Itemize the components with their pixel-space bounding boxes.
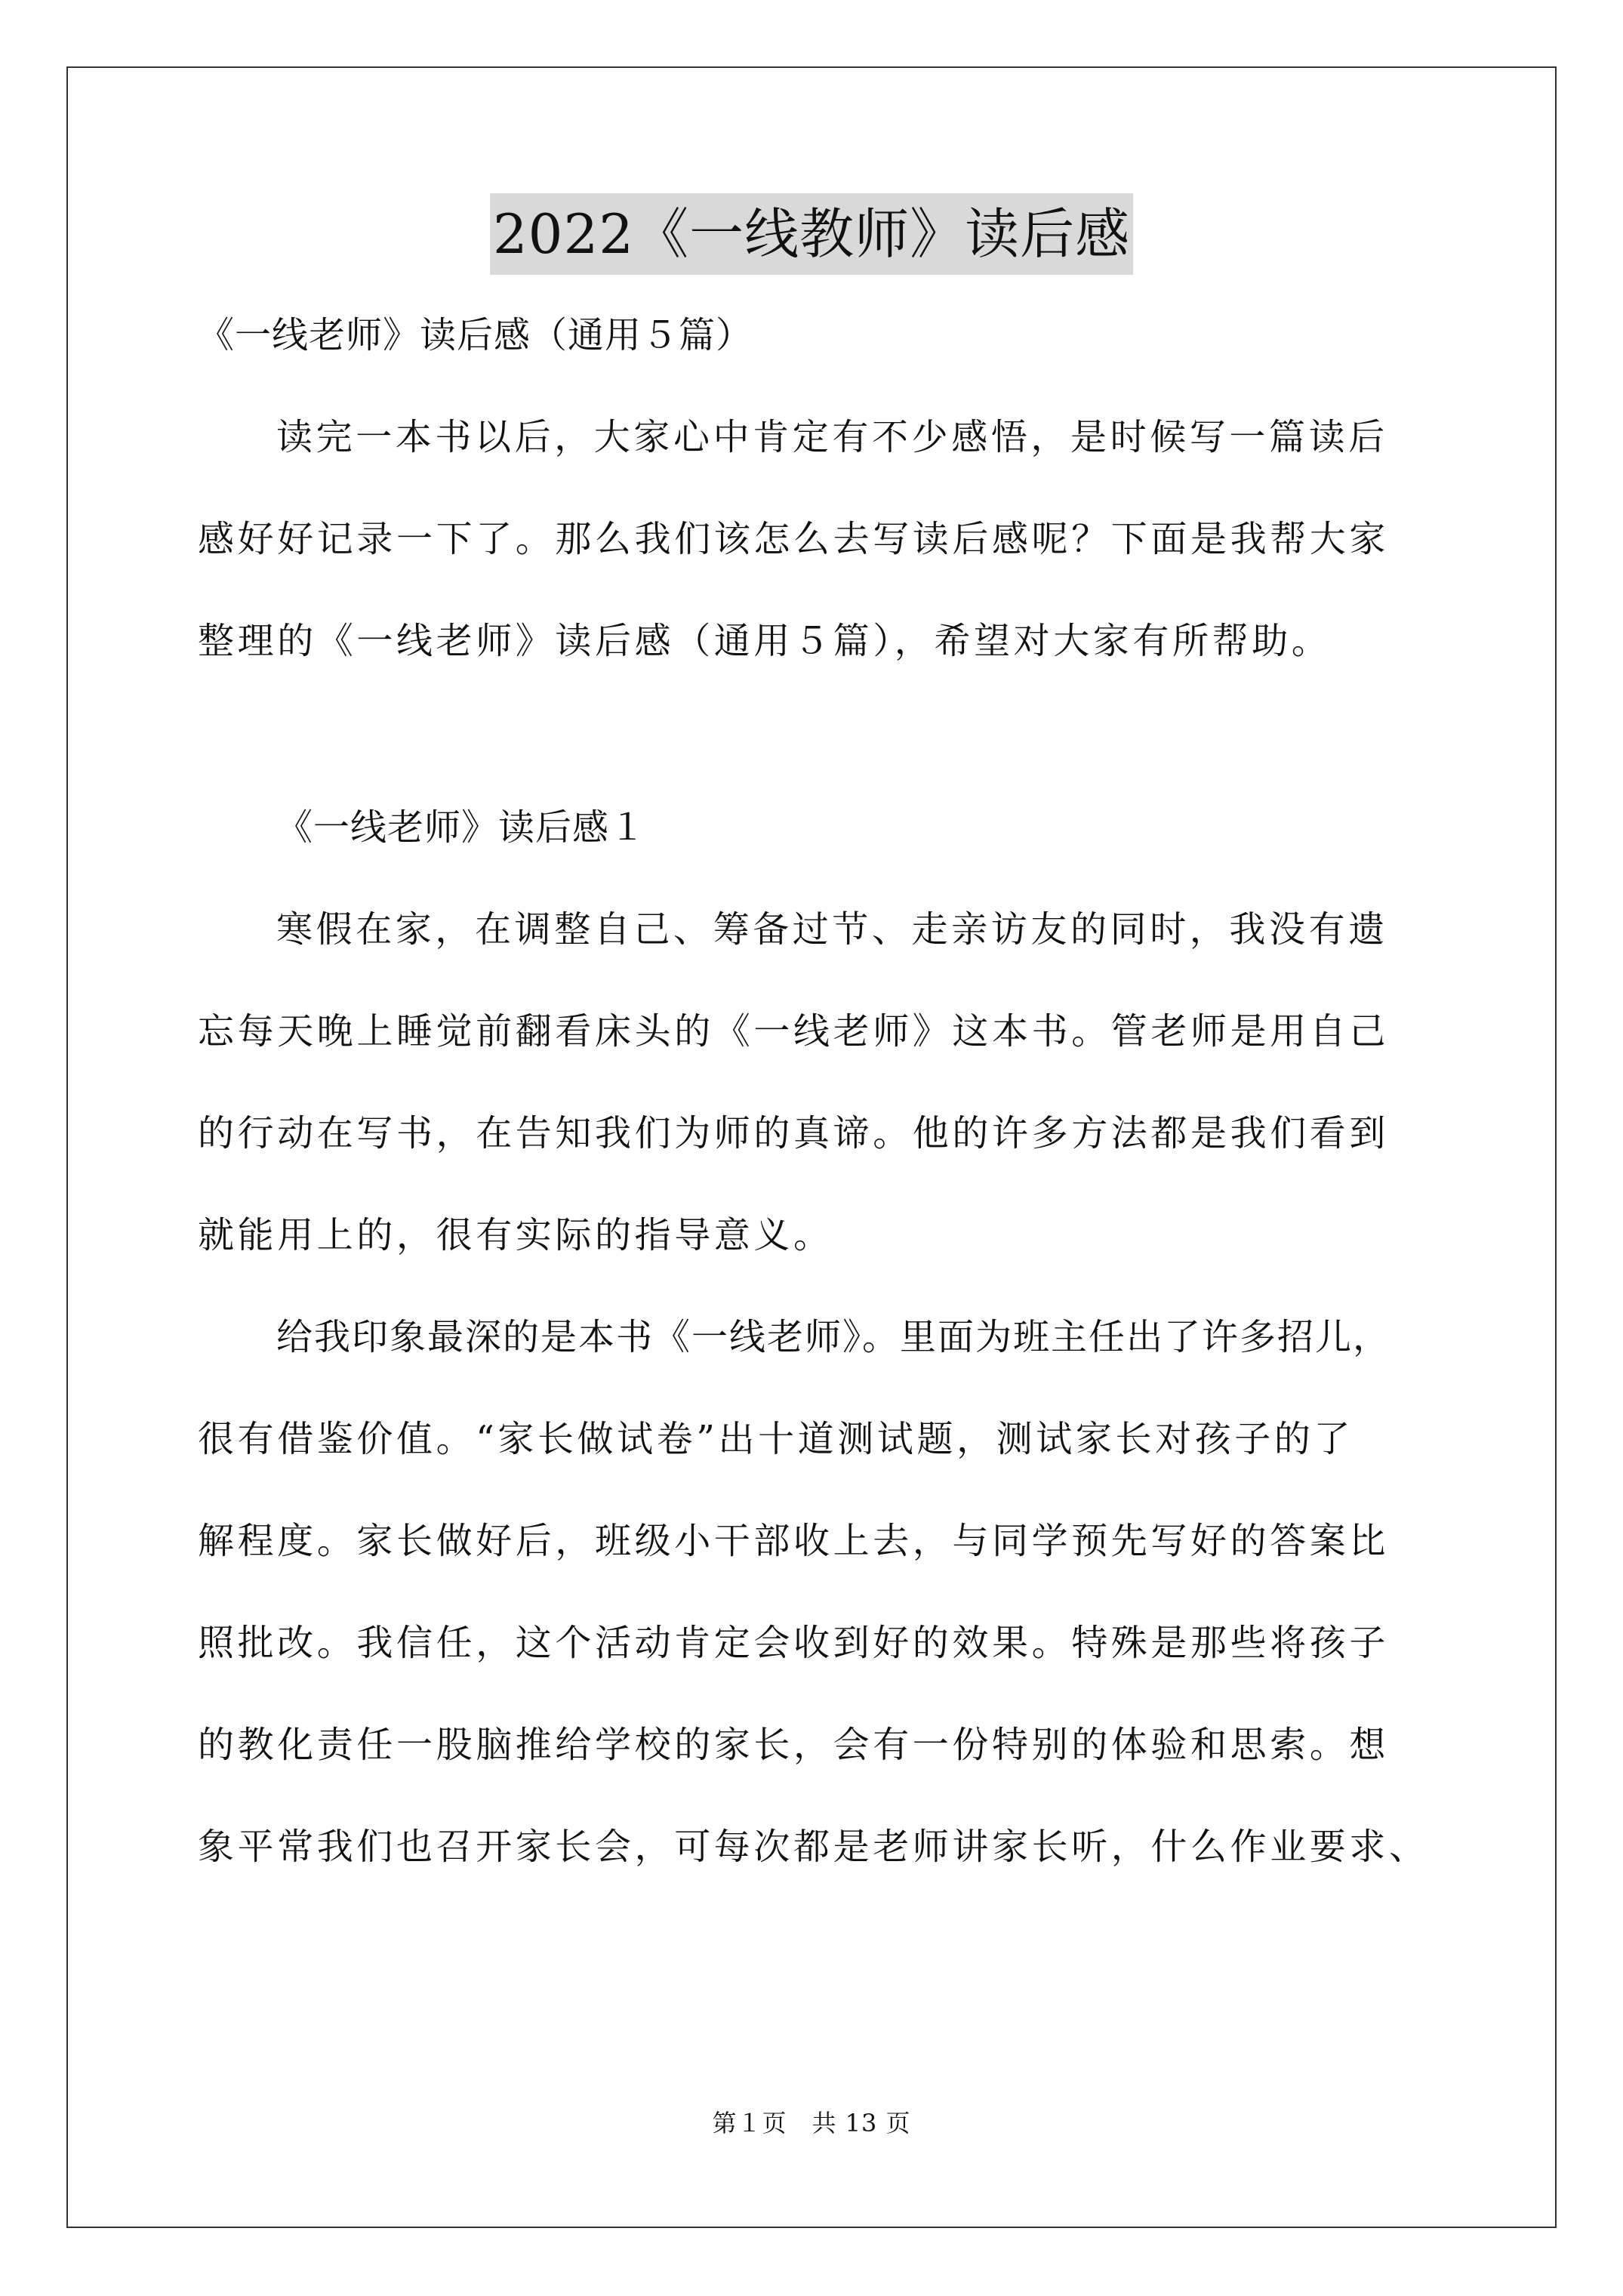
text-line: 的行动在写书，在告知我们为师的真谛。他的许多方法都是我们看到 (198, 1112, 1390, 1154)
text-line: 忘每天晚上睡觉前翻看床头的《一线老师》这本书。管老师是用自己 (198, 1010, 1390, 1052)
title-container (0, 193, 1623, 275)
document-subtitle: 《一线老师》读后感（通用５篇） (198, 314, 753, 356)
text-line: 就能用上的，很有实际的指导意义。 (198, 1214, 833, 1256)
intro-paragraph (198, 416, 1436, 662)
text-line: 整理的《一线老师》读后感（通用５篇），希望对大家有所帮助。 (198, 620, 1332, 662)
page-footer: 第１页 共 13 页 (712, 2109, 911, 2137)
paragraph-1 (198, 908, 1436, 1256)
text-line: 解程度。家长做好后，班级小干部收上去，与同学预先写好的答案比 (198, 1520, 1390, 1562)
text-line: 寒假在家，在调整自己、筹备过节、走亲访友的同时，我没有遗 (276, 908, 1388, 951)
document-title: 2022《一线教师》读后感 (490, 193, 1133, 275)
text-line: 给我印象最深的是本书《一线老师》。里面为班主任出了许多招儿， (276, 1316, 1391, 1358)
text-line: 读完一本书以后，大家心中肯定有不少感悟，是时候写一篇读后 (276, 416, 1388, 458)
text-line: 象平常我们也召开家长会，可每次都是老师讲家长听，什么作业要求、 (198, 1826, 1429, 1868)
paragraph-2 (198, 1316, 1436, 1868)
text-line: 很有借鉴价值。“家长做试卷”出十道测试题，测试家长对孩子的了 (198, 1418, 1354, 1460)
section-heading: 《一线老师》读后感１ (276, 806, 647, 849)
document-body (198, 314, 1436, 1868)
text-line: 照批改。我信任，这个活动肯定会收到好的效果。特殊是那些将孩子 (198, 1622, 1390, 1664)
text-line: 的教化责任一股脑推给学校的家长，会有一份特别的体验和思索。想 (198, 1724, 1390, 1766)
text-line: 感好好记录一下了。那么我们该怎么去写读后感呢？下面是我帮大家 (198, 518, 1390, 560)
